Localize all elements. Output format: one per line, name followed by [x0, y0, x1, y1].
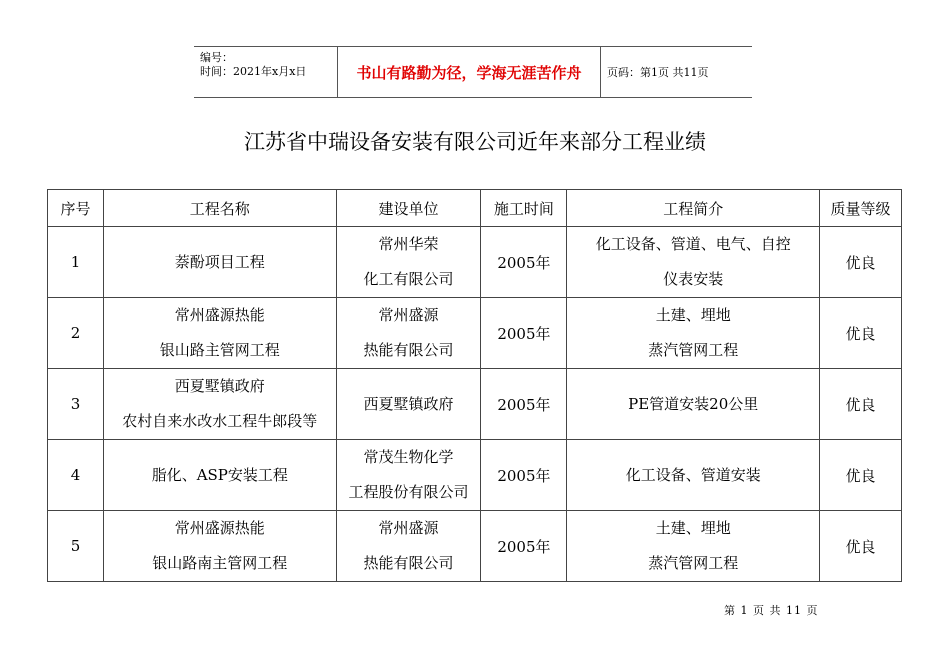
cell-line: 西夏墅镇政府 [174, 377, 265, 395]
cell-line: 工程股份有限公司 [348, 483, 469, 501]
table-row [48, 369, 902, 440]
document-title: 江苏省中瑞设备安装有限公司近年来部分工程业绩 [244, 130, 706, 154]
cell-grade: 优良 [820, 227, 902, 298]
cell-line: 仪表安装 [663, 270, 724, 288]
cell-grade: 优良 [820, 298, 902, 369]
cell-line: 常州盛源 [378, 519, 439, 537]
col-header-time: 施工时间 [481, 190, 567, 227]
cell-line: 土建、埋地 [655, 519, 731, 537]
cell-intro [567, 369, 820, 440]
cell-line: PE管道安装20公里 [628, 394, 759, 413]
cell-line: 常州盛源热能 [174, 519, 265, 537]
time-label: 时间：2021年x月x日 [200, 65, 307, 78]
col-header-grade: 质量等级 [820, 190, 902, 227]
cell-unit [336, 511, 481, 582]
cell-no: 5 [48, 511, 104, 582]
cell-grade: 优良 [820, 440, 902, 511]
cell-time: 2005年 [481, 369, 567, 440]
cell-grade: 优良 [820, 511, 902, 582]
works-table [47, 189, 902, 582]
cell-time: 2005年 [481, 440, 567, 511]
cell-no: 4 [48, 440, 104, 511]
cell-line: 萘酚项目工程 [174, 252, 265, 271]
cell-line: 常州盛源 [378, 306, 439, 324]
table-row [48, 511, 902, 582]
number-label: 编号： [200, 51, 233, 64]
cell-line: 热能有限公司 [363, 341, 454, 359]
cell-line: 脂化、ASP安装工程 [151, 465, 288, 484]
cell-no: 3 [48, 369, 104, 440]
cell-line: 蒸汽管网工程 [648, 554, 739, 572]
page-footer: 第 1 页 共 11 页 [724, 604, 819, 617]
cell-unit [336, 227, 481, 298]
cell-unit [336, 369, 481, 440]
table-header-row [48, 190, 902, 227]
cell-no: 2 [48, 298, 104, 369]
motto: 书山有路勤为径，学海无涯苦作舟 [338, 47, 601, 97]
col-header-unit: 建设单位 [336, 190, 481, 227]
page-code: 页码：第1页 共11页 [607, 66, 709, 79]
cell-line: 热能有限公司 [363, 554, 454, 572]
col-header-no: 序号 [48, 190, 104, 227]
cell-line: 蒸汽管网工程 [648, 341, 739, 359]
table-row [48, 298, 902, 369]
cell-time: 2005年 [481, 511, 567, 582]
cell-grade: 优良 [820, 369, 902, 440]
cell-name [103, 440, 336, 511]
cell-time: 2005年 [481, 227, 567, 298]
cell-line: 银山路主管网工程 [159, 341, 280, 359]
col-header-name: 工程名称 [103, 190, 336, 227]
col-header-intro: 工程简介 [567, 190, 820, 227]
cell-name [103, 298, 336, 369]
cell-line: 化工设备、管道、电气、自控 [595, 235, 791, 253]
header-info [194, 47, 338, 97]
cell-unit [336, 298, 481, 369]
cell-no: 1 [48, 227, 104, 298]
cell-name [103, 369, 336, 440]
cell-line: 土建、埋地 [655, 306, 731, 324]
table-row [48, 440, 902, 511]
cell-line: 化工有限公司 [363, 270, 454, 288]
cell-name [103, 227, 336, 298]
cell-unit [336, 440, 481, 511]
table-row [48, 227, 902, 298]
cell-line: 西夏墅镇政府 [363, 394, 454, 413]
cell-intro [567, 227, 820, 298]
cell-intro [567, 511, 820, 582]
cell-name [103, 511, 336, 582]
cell-intro [567, 298, 820, 369]
cell-time: 2005年 [481, 298, 567, 369]
cell-line: 常茂生物化学 [363, 448, 454, 466]
document-header [194, 46, 752, 98]
cell-line: 农村自来水改水工程牛郎段等 [122, 412, 318, 430]
cell-intro [567, 440, 820, 511]
cell-line: 常州华荣 [378, 235, 439, 253]
cell-line: 化工设备、管道安装 [625, 465, 761, 484]
cell-line: 常州盛源热能 [174, 306, 265, 324]
cell-line: 银山路南主管网工程 [152, 554, 288, 572]
